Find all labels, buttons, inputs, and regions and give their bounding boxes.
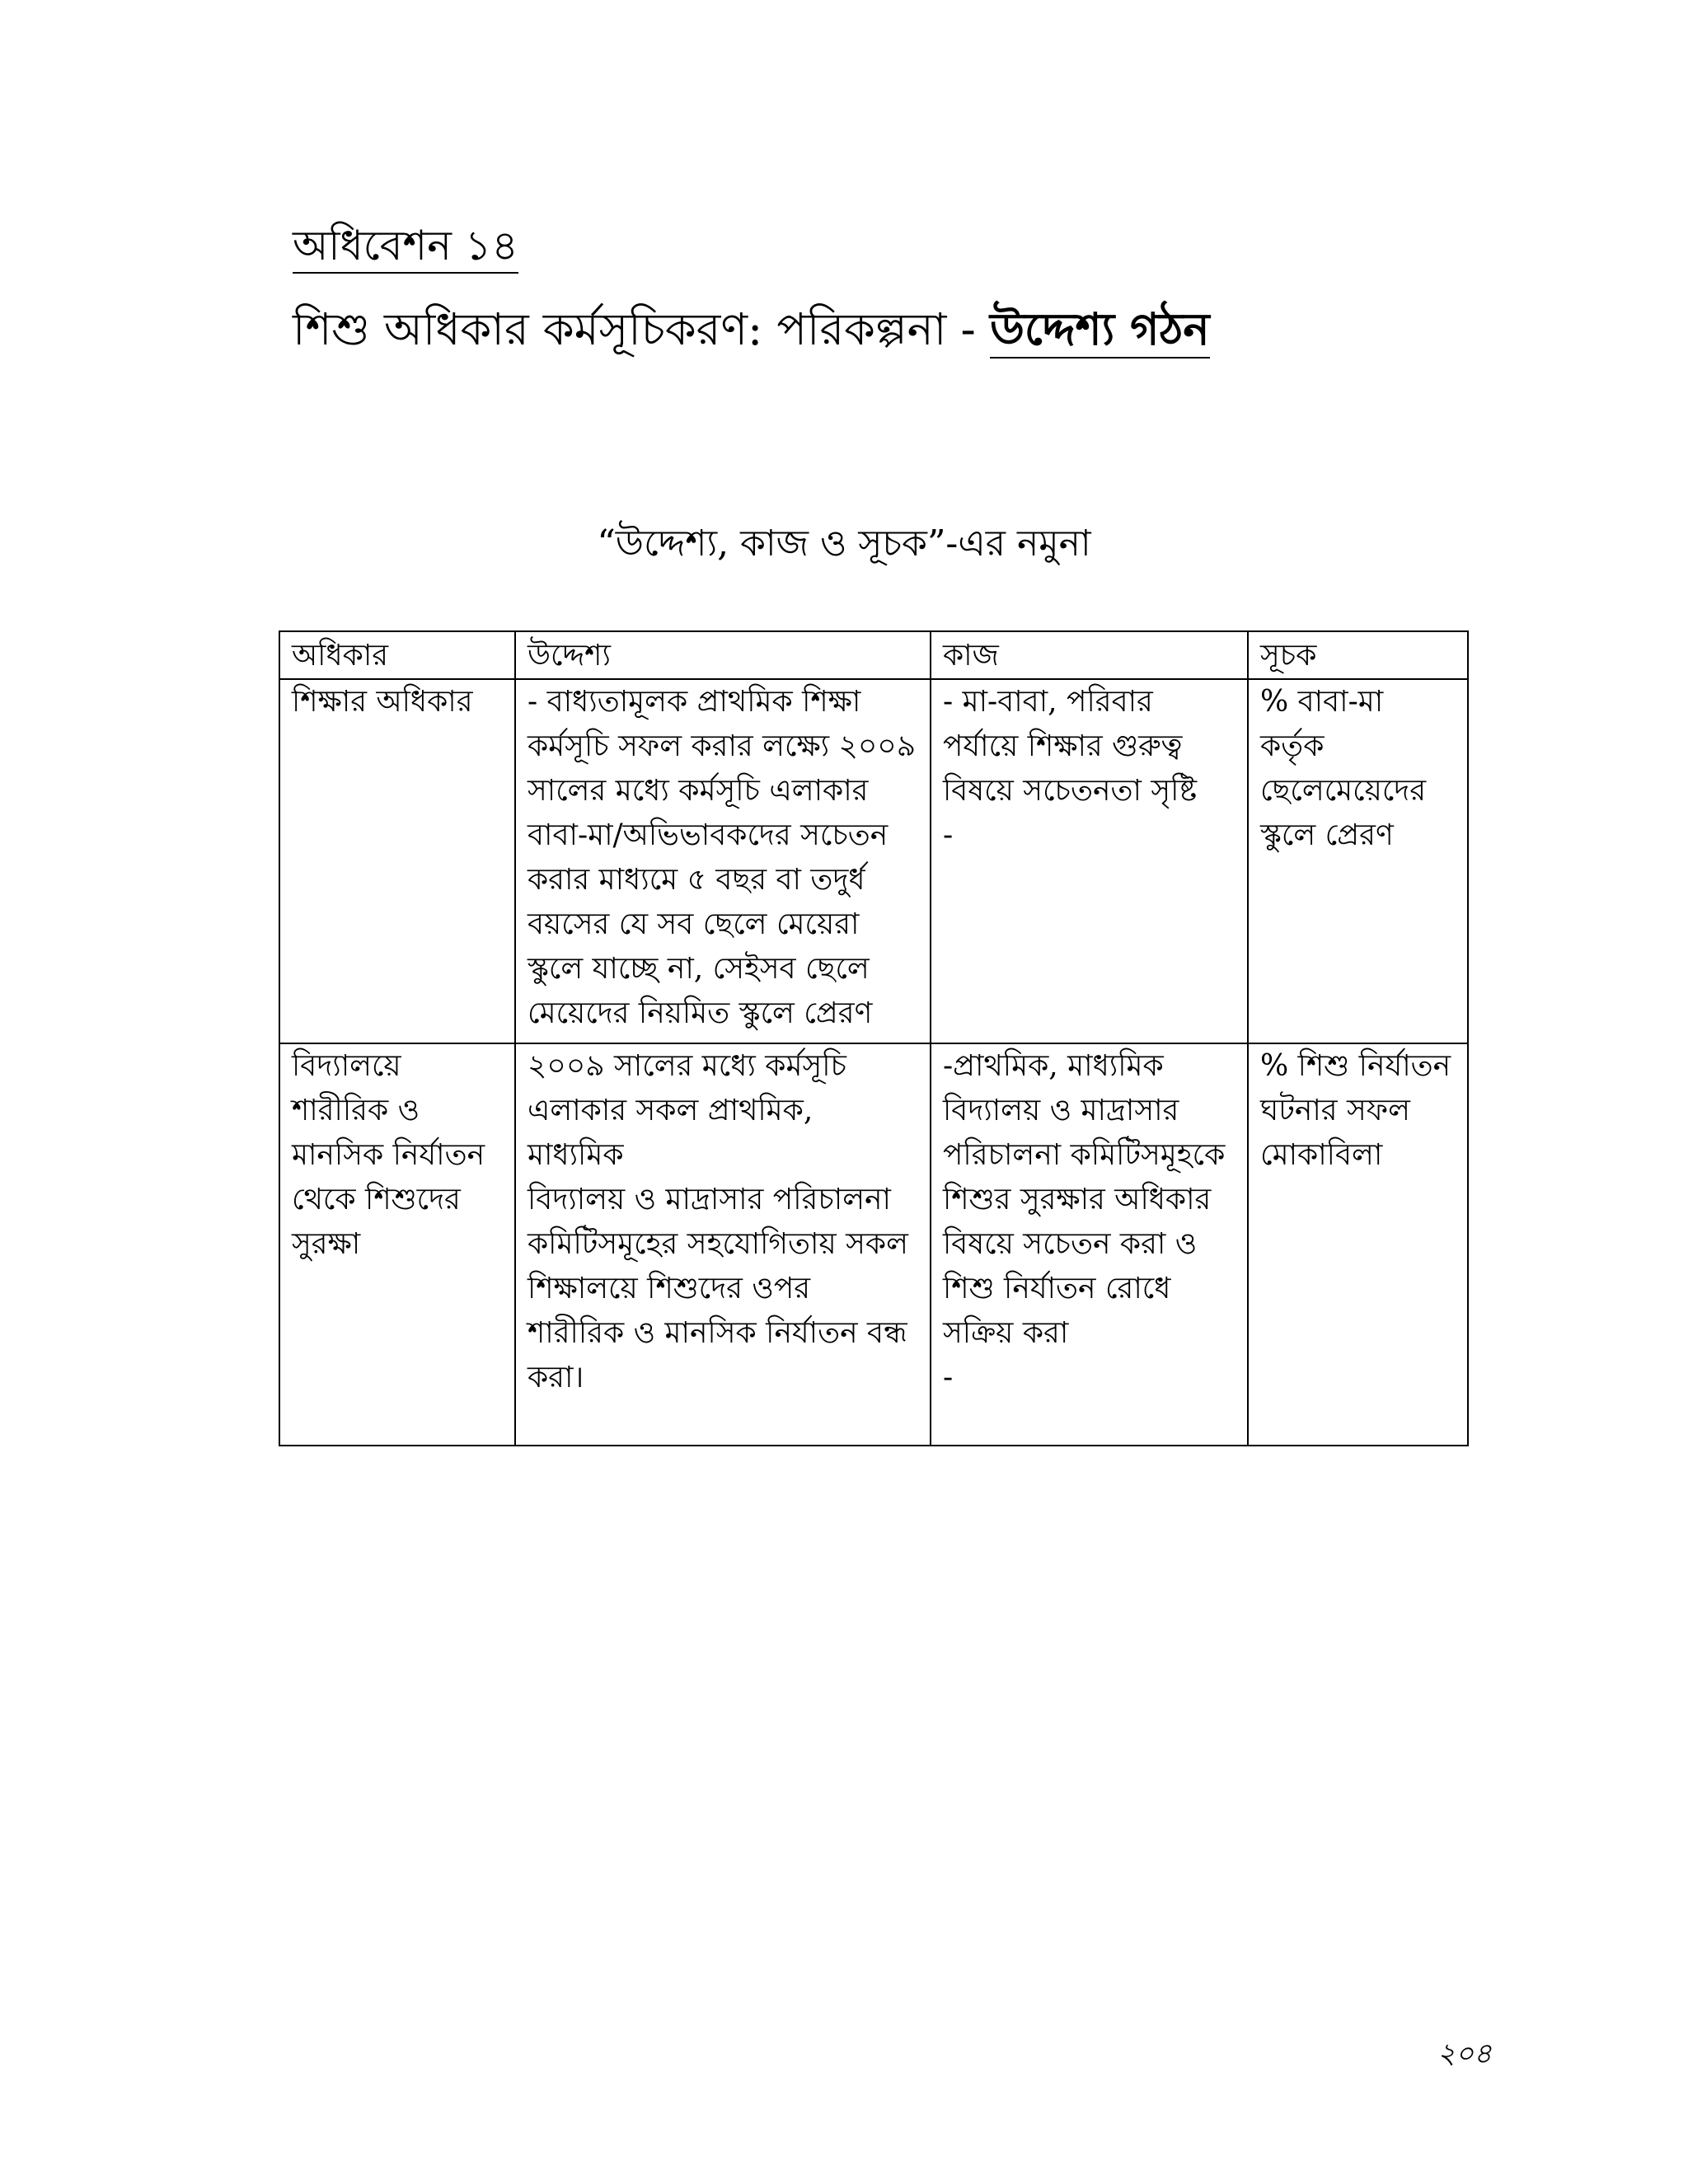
cell-line: করা। bbox=[528, 1361, 584, 1394]
table-row bbox=[279, 1043, 1468, 1446]
cell-objective bbox=[515, 679, 931, 1043]
cell-line: বিষয়ে সচেতন করা ও bbox=[943, 1227, 1198, 1261]
cell-line: ২০০৯ সালের মধ্যে কর্মসূচি bbox=[528, 1049, 846, 1083]
cell-line: শারীরিক ও মানসিক নির্যাতন বন্ধ bbox=[528, 1316, 907, 1350]
header-task: কাজ bbox=[931, 631, 1248, 679]
cell-line: কর্তৃক bbox=[1260, 729, 1325, 763]
cell-line: এলাকার সকল প্রাথমিক, মাধ্যমিক bbox=[528, 1094, 814, 1172]
cell-line: - মা-বাবা, পরিবার bbox=[943, 685, 1153, 719]
cell-line: বয়সের যে সব ছেলে মেয়েরা bbox=[528, 907, 860, 941]
cell-objective bbox=[515, 1043, 931, 1446]
cell-line: বিদ্যালয় ও মাদ্রাসার bbox=[943, 1094, 1179, 1127]
cell-line: বিদ্যালয়ে bbox=[292, 1049, 401, 1083]
cell-line: কমিটিসমূহের সহযোগিতায় সকল bbox=[528, 1227, 908, 1261]
cell-indicator bbox=[1248, 1043, 1468, 1446]
cell-line: স্কুলে যাচ্ছে না, সেইসব ছেলে bbox=[528, 952, 870, 986]
cell-line: % শিশু নির্যাতন bbox=[1260, 1049, 1451, 1083]
cell-line: পর্যায়ে শিক্ষার গুরুত্ব bbox=[943, 729, 1183, 763]
cell-line: থেকে শিশুদের bbox=[292, 1183, 461, 1216]
page-title-main: শিশু অধিকার কর্মসূচিকরণ: পরিকল্পনা - bbox=[293, 303, 990, 355]
header-right: অধিকার bbox=[279, 631, 515, 679]
cell-line: শিশু নির্যাতন রোধে bbox=[943, 1272, 1171, 1305]
cell-line: সক্রিয় করা bbox=[943, 1316, 1069, 1350]
session-heading: অধিবেশন ১৪ bbox=[293, 221, 518, 274]
cell-line: -প্রাথমিক, মাধ্যমিক bbox=[943, 1049, 1164, 1083]
sample-table-container bbox=[279, 630, 1467, 1446]
page-title bbox=[293, 301, 1210, 358]
cell-line: স্কুলে প্রেরণ bbox=[1260, 818, 1394, 852]
table-header-row bbox=[279, 631, 1468, 679]
cell-task bbox=[931, 1043, 1248, 1446]
cell-line: বিষয়ে সচেতনতা সৃষ্টি bbox=[943, 774, 1198, 808]
cell-line: শারীরিক ও bbox=[292, 1094, 420, 1127]
cell-right bbox=[279, 1043, 515, 1446]
cell-task bbox=[931, 679, 1248, 1043]
cell-line: বাবা-মা/অভিভাবকদের সচেতন bbox=[528, 818, 889, 852]
cell-line: পরিচালনা কমিটিসমূহকে bbox=[943, 1138, 1226, 1172]
cell-line: ঘটনার সফল bbox=[1260, 1094, 1410, 1127]
cell-line: কর্মসূচি সফল করার লক্ষ্যে ২০০৯ bbox=[528, 729, 917, 763]
cell-line: মোকাবিলা bbox=[1260, 1138, 1383, 1172]
cell-line: সালের মধ্যে কর্মসূচি এলাকার bbox=[528, 774, 869, 808]
cell-indicator bbox=[1248, 679, 1468, 1043]
header-indicator: সূচক bbox=[1248, 631, 1468, 679]
cell-line: শিক্ষার অধিকার bbox=[292, 685, 473, 719]
header-objective: উদ্দেশ্য bbox=[515, 631, 931, 679]
cell-line: সুরক্ষা bbox=[292, 1227, 361, 1261]
table-caption: “উদ্দেশ্য, কাজ ও সূচক”-এর নমুনা bbox=[597, 523, 1091, 565]
cell-line: শিক্ষালয়ে শিশুদের ওপর bbox=[528, 1272, 811, 1305]
cell-line: % বাবা-মা bbox=[1260, 685, 1384, 719]
cell-line: - bbox=[943, 1361, 954, 1394]
cell-line: করার মাধ্যমে ৫ বছর বা তদুর্ধ bbox=[528, 863, 865, 897]
page-number: ২০৪ bbox=[1437, 2037, 1492, 2070]
cell-line: বিদ্যালয় ও মাদ্রাসার পরিচালনা bbox=[528, 1183, 891, 1216]
page-title-emphasis: উদ্দেশ্য গঠন bbox=[990, 302, 1210, 359]
cell-line: মানসিক নির্যাতন bbox=[292, 1138, 485, 1172]
cell-line: শিশুর সুরক্ষার অধিকার bbox=[943, 1183, 1212, 1216]
sample-table bbox=[279, 630, 1469, 1446]
cell-right bbox=[279, 679, 515, 1043]
cell-line: ছেলেমেয়েদের bbox=[1260, 774, 1427, 808]
cell-line: মেয়েদের নিয়মিত স্কুলে প্রেরণ bbox=[528, 996, 873, 1030]
cell-line: - bbox=[943, 818, 954, 852]
table-row bbox=[279, 679, 1468, 1043]
cell-line: - বাধ্যতামূলক প্রাথমিক শিক্ষা bbox=[528, 685, 861, 719]
